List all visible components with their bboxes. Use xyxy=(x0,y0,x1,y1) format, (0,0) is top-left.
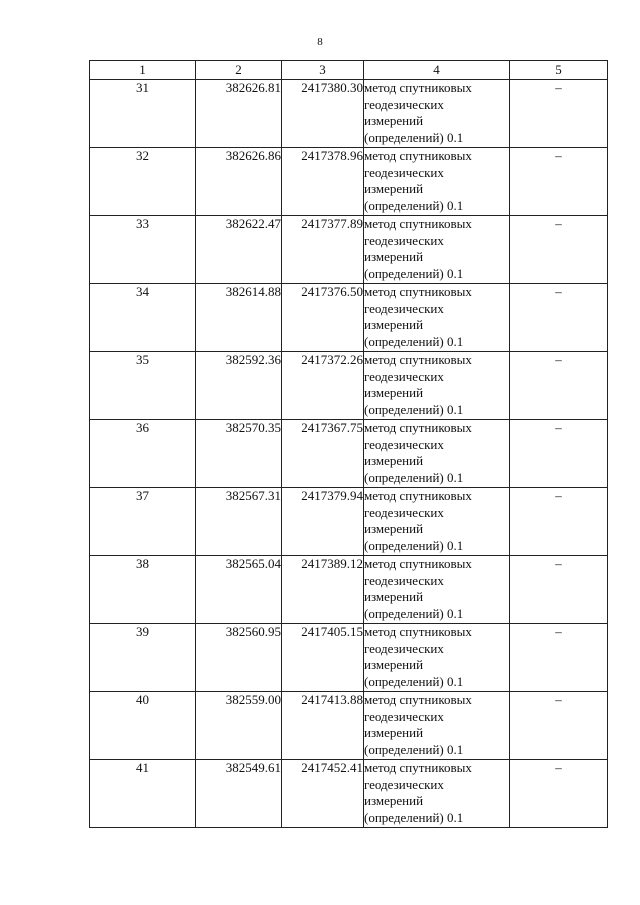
method-line: (определений) 0.1 xyxy=(364,197,464,213)
method-line: метод спутниковых xyxy=(364,148,472,163)
method-line: измерений xyxy=(364,589,424,604)
method-cell xyxy=(364,80,510,148)
point-number-cell: 38 xyxy=(90,556,196,624)
y-coordinate-cell: 2417376.50 xyxy=(282,284,364,352)
method-cell xyxy=(364,216,510,284)
method-line: (определений) 0.1 xyxy=(364,401,464,417)
method-line: измерений xyxy=(364,181,424,196)
method-line: (определений) 0.1 xyxy=(364,537,464,553)
x-coordinate-cell: 382549.61 xyxy=(196,760,282,828)
method-line: измерений xyxy=(364,113,424,128)
note-cell: – xyxy=(510,80,608,148)
method-line: метод спутниковых xyxy=(364,692,472,707)
note-cell: – xyxy=(510,556,608,624)
method-cell xyxy=(364,624,510,692)
method-line: измерений xyxy=(364,249,424,264)
method-line: метод спутниковых xyxy=(364,284,472,299)
note-cell: – xyxy=(510,216,608,284)
y-coordinate-cell: 2417377.89 xyxy=(282,216,364,284)
y-coordinate-cell: 2417389.12 xyxy=(282,556,364,624)
note-cell: – xyxy=(510,420,608,488)
table-row xyxy=(90,216,608,284)
x-coordinate-cell: 382570.35 xyxy=(196,420,282,488)
method-line: геодезических xyxy=(364,640,444,656)
method-line: (определений) 0.1 xyxy=(364,809,464,825)
point-number-cell: 32 xyxy=(90,148,196,216)
table-row xyxy=(90,148,608,216)
method-line: (определений) 0.1 xyxy=(364,265,464,281)
table-row xyxy=(90,624,608,692)
x-coordinate-cell: 382560.95 xyxy=(196,624,282,692)
point-number-cell: 37 xyxy=(90,488,196,556)
method-cell xyxy=(364,556,510,624)
x-coordinate-cell: 382626.86 xyxy=(196,148,282,216)
method-cell xyxy=(364,488,510,556)
method-cell xyxy=(364,692,510,760)
method-line: метод спутниковых xyxy=(364,760,472,775)
method-line: (определений) 0.1 xyxy=(364,129,464,145)
method-line: метод спутниковых xyxy=(364,352,472,367)
method-line: (определений) 0.1 xyxy=(364,741,464,757)
note-cell: – xyxy=(510,624,608,692)
y-coordinate-cell: 2417413.88 xyxy=(282,692,364,760)
method-line: измерений xyxy=(364,385,424,400)
y-coordinate-cell: 2417380.30 xyxy=(282,80,364,148)
x-coordinate-cell: 382567.31 xyxy=(196,488,282,556)
point-number-cell: 39 xyxy=(90,624,196,692)
method-line: геодезических xyxy=(364,368,444,384)
x-coordinate-cell: 382592.36 xyxy=(196,352,282,420)
note-cell: – xyxy=(510,148,608,216)
point-number-cell: 34 xyxy=(90,284,196,352)
method-cell xyxy=(364,284,510,352)
note-cell: – xyxy=(510,284,608,352)
y-coordinate-cell: 2417378.96 xyxy=(282,148,364,216)
method-line: метод спутниковых xyxy=(364,420,472,435)
method-line: геодезических xyxy=(364,232,444,248)
method-line: геодезических xyxy=(364,96,444,112)
column-header: 2 xyxy=(196,61,282,80)
page-number: 8 xyxy=(317,36,323,48)
column-header: 5 xyxy=(510,61,608,80)
column-header: 4 xyxy=(364,61,510,80)
method-line: метод спутниковых xyxy=(364,488,472,503)
method-line: (определений) 0.1 xyxy=(364,605,464,621)
point-number-cell: 31 xyxy=(90,80,196,148)
method-line: метод спутниковых xyxy=(364,556,472,571)
note-cell: – xyxy=(510,760,608,828)
method-line: (определений) 0.1 xyxy=(364,469,464,485)
method-line: измерений xyxy=(364,453,424,468)
method-cell xyxy=(364,420,510,488)
y-coordinate-cell: 2417367.75 xyxy=(282,420,364,488)
method-line: метод спутниковых xyxy=(364,216,472,231)
table-row xyxy=(90,420,608,488)
x-coordinate-cell: 382622.47 xyxy=(196,216,282,284)
method-line: геодезических xyxy=(364,164,444,180)
method-line: (определений) 0.1 xyxy=(364,673,464,689)
table-row xyxy=(90,80,608,148)
method-line: метод спутниковых xyxy=(364,624,472,639)
note-cell: – xyxy=(510,488,608,556)
x-coordinate-cell: 382565.04 xyxy=(196,556,282,624)
table-header-row xyxy=(90,61,608,80)
y-coordinate-cell: 2417372.26 xyxy=(282,352,364,420)
coordinates-table xyxy=(89,60,608,828)
method-line: (определений) 0.1 xyxy=(364,333,464,349)
table-body xyxy=(90,80,608,828)
table-row xyxy=(90,556,608,624)
method-line: метод спутниковых xyxy=(364,80,472,95)
method-line: геодезических xyxy=(364,572,444,588)
y-coordinate-cell: 2417452.41 xyxy=(282,760,364,828)
column-header: 1 xyxy=(90,61,196,80)
method-line: геодезических xyxy=(364,504,444,520)
point-number-cell: 33 xyxy=(90,216,196,284)
method-line: геодезических xyxy=(364,436,444,452)
x-coordinate-cell: 382614.88 xyxy=(196,284,282,352)
method-line: геодезических xyxy=(364,300,444,316)
method-line: измерений xyxy=(364,725,424,740)
table-row xyxy=(90,352,608,420)
method-line: измерений xyxy=(364,317,424,332)
method-line: геодезических xyxy=(364,776,444,792)
method-line: измерений xyxy=(364,657,424,672)
point-number-cell: 36 xyxy=(90,420,196,488)
y-coordinate-cell: 2417405.15 xyxy=(282,624,364,692)
y-coordinate-cell: 2417379.94 xyxy=(282,488,364,556)
table-row xyxy=(90,760,608,828)
note-cell: – xyxy=(510,692,608,760)
method-cell xyxy=(364,760,510,828)
table-row xyxy=(90,284,608,352)
method-cell xyxy=(364,148,510,216)
x-coordinate-cell: 382626.81 xyxy=(196,80,282,148)
x-coordinate-cell: 382559.00 xyxy=(196,692,282,760)
table-row xyxy=(90,488,608,556)
note-cell: – xyxy=(510,352,608,420)
method-line: измерений xyxy=(364,793,424,808)
table-row xyxy=(90,692,608,760)
method-cell xyxy=(364,352,510,420)
point-number-cell: 35 xyxy=(90,352,196,420)
point-number-cell: 41 xyxy=(90,760,196,828)
point-number-cell: 40 xyxy=(90,692,196,760)
method-line: измерений xyxy=(364,521,424,536)
column-header: 3 xyxy=(282,61,364,80)
method-line: геодезических xyxy=(364,708,444,724)
